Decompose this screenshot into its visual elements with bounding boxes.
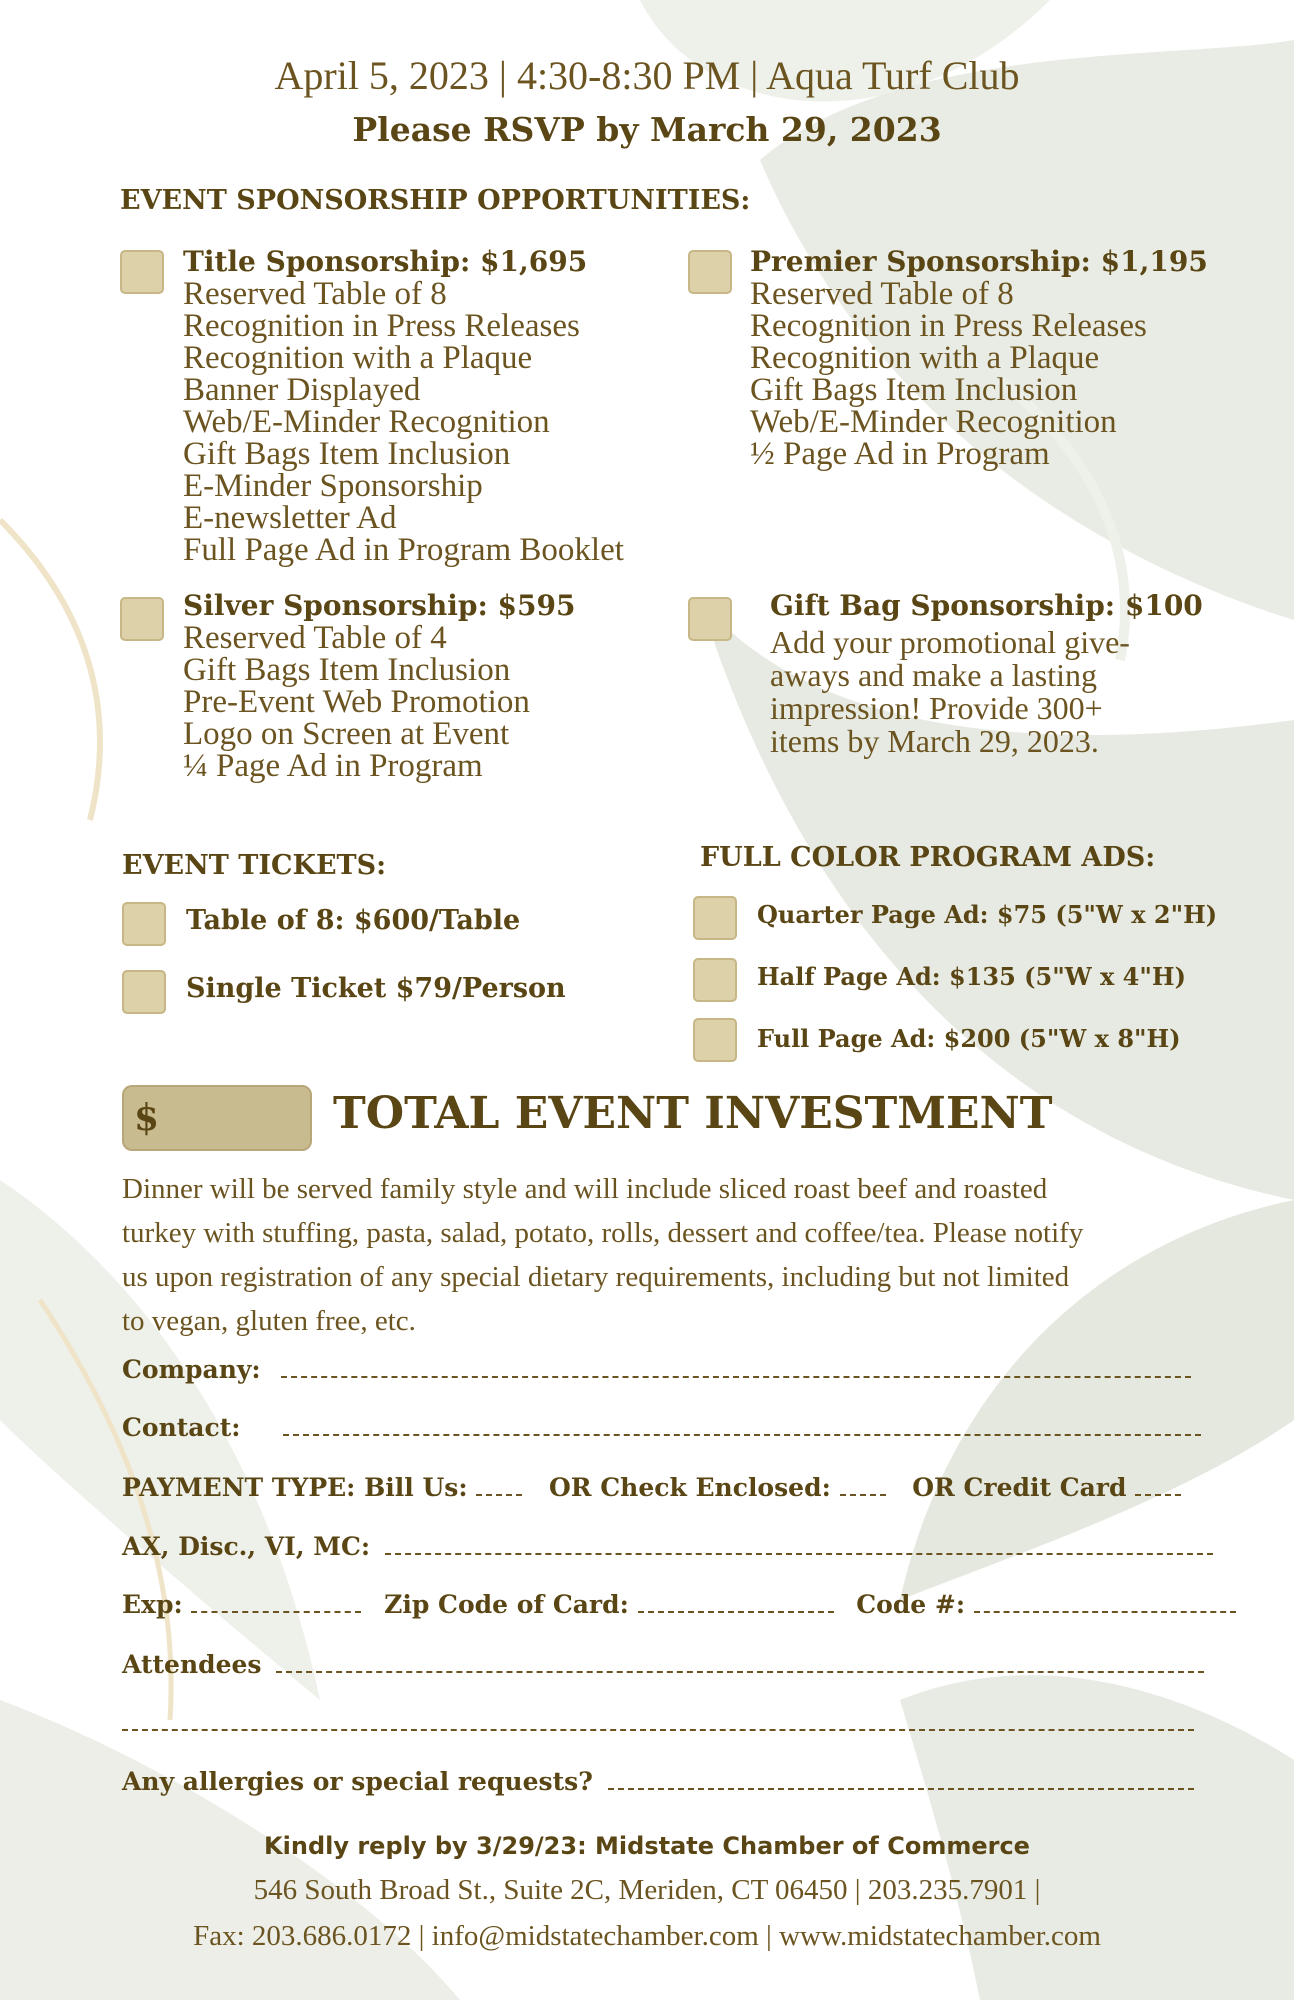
payment-type-label: PAYMENT TYPE:	[122, 1473, 356, 1502]
list-item: Banner Displayed	[183, 372, 421, 408]
title-sponsorship-label: Title Sponsorship: $1,695	[183, 245, 588, 278]
list-item: Web/E-Minder Recognition	[183, 404, 550, 440]
attendees-extra-row	[122, 1708, 1194, 1737]
reply-instructions: Kindly reply by 3/29/23: Midstate Chamber of Commerce	[264, 1832, 1030, 1860]
list-item: Pre-Event Web Promotion	[183, 684, 530, 720]
title-sponsorship-checkbox[interactable]	[120, 250, 164, 294]
check-enclosed-label: OR Check Enclosed:	[549, 1473, 831, 1502]
list-item: E-Minder Sponsorship	[183, 468, 483, 504]
table-ticket-label: Table of 8: $600/Table	[186, 905, 521, 936]
credit-card-field[interactable]	[1135, 1480, 1181, 1496]
allergies-field[interactable]	[608, 1774, 1194, 1790]
dinner-note-line: turkey with stuffing, pasta, salad, potato, rolls, dessert and coffee/tea. Please notify	[122, 1217, 1084, 1249]
tickets-heading: EVENT TICKETS:	[122, 850, 387, 881]
payment-row	[122, 1473, 1181, 1502]
premier-sponsorship-label: Premier Sponsorship: $1,195	[750, 245, 1208, 278]
card-number-row	[122, 1532, 1213, 1561]
dinner-note-line: us upon registration of any special dietary requirements, including but not limited	[122, 1261, 1070, 1293]
list-item: Reserved Table of 8	[183, 276, 447, 312]
premier-sponsorship-checkbox[interactable]	[688, 250, 732, 294]
quarter-page-ad-checkbox[interactable]	[693, 896, 737, 940]
card-number-field[interactable]	[385, 1539, 1213, 1555]
silver-sponsorship-block	[183, 589, 575, 782]
zip-code-label: Zip Code of Card:	[384, 1590, 629, 1619]
gift-bag-sponsorship-checkbox[interactable]	[688, 597, 732, 641]
list-item: E-newsletter Ad	[183, 500, 397, 536]
list-item: Recognition with a Plaque	[183, 340, 533, 376]
total-amount-field[interactable]	[122, 1085, 312, 1151]
silver-sponsorship-checkbox[interactable]	[120, 597, 164, 641]
premier-sponsorship-block	[750, 245, 1208, 470]
list-item: Recognition in Press Releases	[750, 308, 1147, 344]
gift-bag-description-line: impression! Provide 300+	[770, 690, 1103, 726]
list-item: Gift Bags Item Inclusion	[750, 372, 1078, 408]
full-page-ad-label: Full Page Ad: $200 (5"W x 8"H)	[757, 1024, 1181, 1053]
attendees-label: Attendees	[122, 1650, 262, 1679]
dinner-note	[122, 1167, 1083, 1343]
credit-card-label: OR Credit Card	[912, 1473, 1127, 1502]
footer-address: 546 South Broad St., Suite 2C, Meriden, CT 06450 | 203.235.7901 |	[253, 1874, 1041, 1906]
company-label: Company:	[122, 1355, 261, 1384]
company-row	[122, 1355, 1191, 1384]
half-page-ad-checkbox[interactable]	[693, 958, 737, 1002]
currency-symbol: $	[134, 1097, 160, 1139]
list-item: Web/E-Minder Recognition	[750, 404, 1117, 440]
sponsorship-heading: EVENT SPONSORSHIP OPPORTUNITIES:	[120, 185, 751, 216]
gift-bag-description-line: Add your promotional give-	[770, 624, 1130, 660]
gift-bag-sponsorship-block	[770, 589, 1203, 758]
list-item: ½ Page Ad in Program	[750, 436, 1050, 472]
company-field[interactable]	[281, 1362, 1191, 1378]
exp-field[interactable]	[191, 1597, 361, 1613]
dinner-note-line: Dinner will be served family style and will include sliced roast beef and roasted	[122, 1173, 1048, 1205]
list-item: Gift Bags Item Inclusion	[183, 652, 511, 688]
half-page-ad-label: Half Page Ad: $135 (5"W x 4"H)	[757, 962, 1186, 991]
list-item: Gift Bags Item Inclusion	[183, 436, 511, 472]
full-page-ad-checkbox[interactable]	[693, 1018, 737, 1062]
program-ads-heading: FULL COLOR PROGRAM ADS:	[700, 842, 1156, 873]
allergies-label: Any allergies or special requests?	[122, 1767, 593, 1796]
table-ticket-checkbox[interactable]	[122, 902, 166, 946]
security-code-label: Code #:	[856, 1590, 966, 1619]
list-item: Logo on Screen at Event	[183, 716, 510, 752]
list-item: Recognition in Press Releases	[183, 308, 580, 344]
contact-label: Contact:	[122, 1413, 241, 1442]
allergies-row	[122, 1767, 1194, 1796]
total-investment-label: TOTAL EVENT INVESTMENT	[333, 1088, 1053, 1139]
list-item: Reserved Table of 4	[183, 620, 447, 656]
premier-sponsorship-benefits	[750, 278, 1208, 470]
contact-field[interactable]	[283, 1420, 1201, 1436]
exp-label: Exp:	[122, 1590, 183, 1619]
title-sponsorship-benefits	[183, 278, 624, 566]
single-ticket-checkbox[interactable]	[122, 970, 166, 1014]
silver-sponsorship-label: Silver Sponsorship: $595	[183, 589, 576, 622]
title-sponsorship-block	[183, 245, 624, 566]
attendees-row	[122, 1650, 1204, 1679]
event-date-line: April 5, 2023 | 4:30-8:30 PM | Aqua Turf Club	[274, 53, 1020, 98]
list-item: ¼ Page Ad in Program	[183, 748, 483, 784]
list-item: Recognition with a Plaque	[750, 340, 1100, 376]
gift-bag-sponsorship-label: Gift Bag Sponsorship: $100	[770, 589, 1203, 622]
gift-bag-description-line: aways and make a lasting	[770, 657, 1097, 693]
quarter-page-ad-label: Quarter Page Ad: $75 (5"W x 2"H)	[757, 900, 1218, 929]
card-details-row	[122, 1590, 1236, 1619]
single-ticket-label: Single Ticket $79/Person	[186, 973, 566, 1004]
dinner-note-line: to vegan, gluten free, etc.	[122, 1305, 416, 1337]
card-types-label: AX, Disc., VI, MC:	[122, 1532, 371, 1561]
silver-sponsorship-benefits	[183, 622, 575, 782]
zip-code-field[interactable]	[638, 1597, 834, 1613]
footer-contact: Fax: 203.686.0172 | info@midstatechamber.com | www.midstatechamber.com	[193, 1920, 1101, 1952]
security-code-field[interactable]	[974, 1597, 1236, 1613]
bill-us-label: Bill Us:	[364, 1473, 468, 1502]
attendees-field[interactable]	[276, 1657, 1204, 1673]
check-enclosed-field[interactable]	[840, 1480, 886, 1496]
bill-us-field[interactable]	[476, 1480, 522, 1496]
contact-row	[122, 1413, 1201, 1442]
gift-bag-description-line: items by March 29, 2023.	[770, 723, 1099, 759]
rsvp-deadline: Please RSVP by March 29, 2023	[352, 110, 942, 149]
attendees-extra-field[interactable]	[122, 1715, 1194, 1731]
list-item: Reserved Table of 8	[750, 276, 1014, 312]
list-item: Full Page Ad in Program Booklet	[183, 532, 624, 568]
